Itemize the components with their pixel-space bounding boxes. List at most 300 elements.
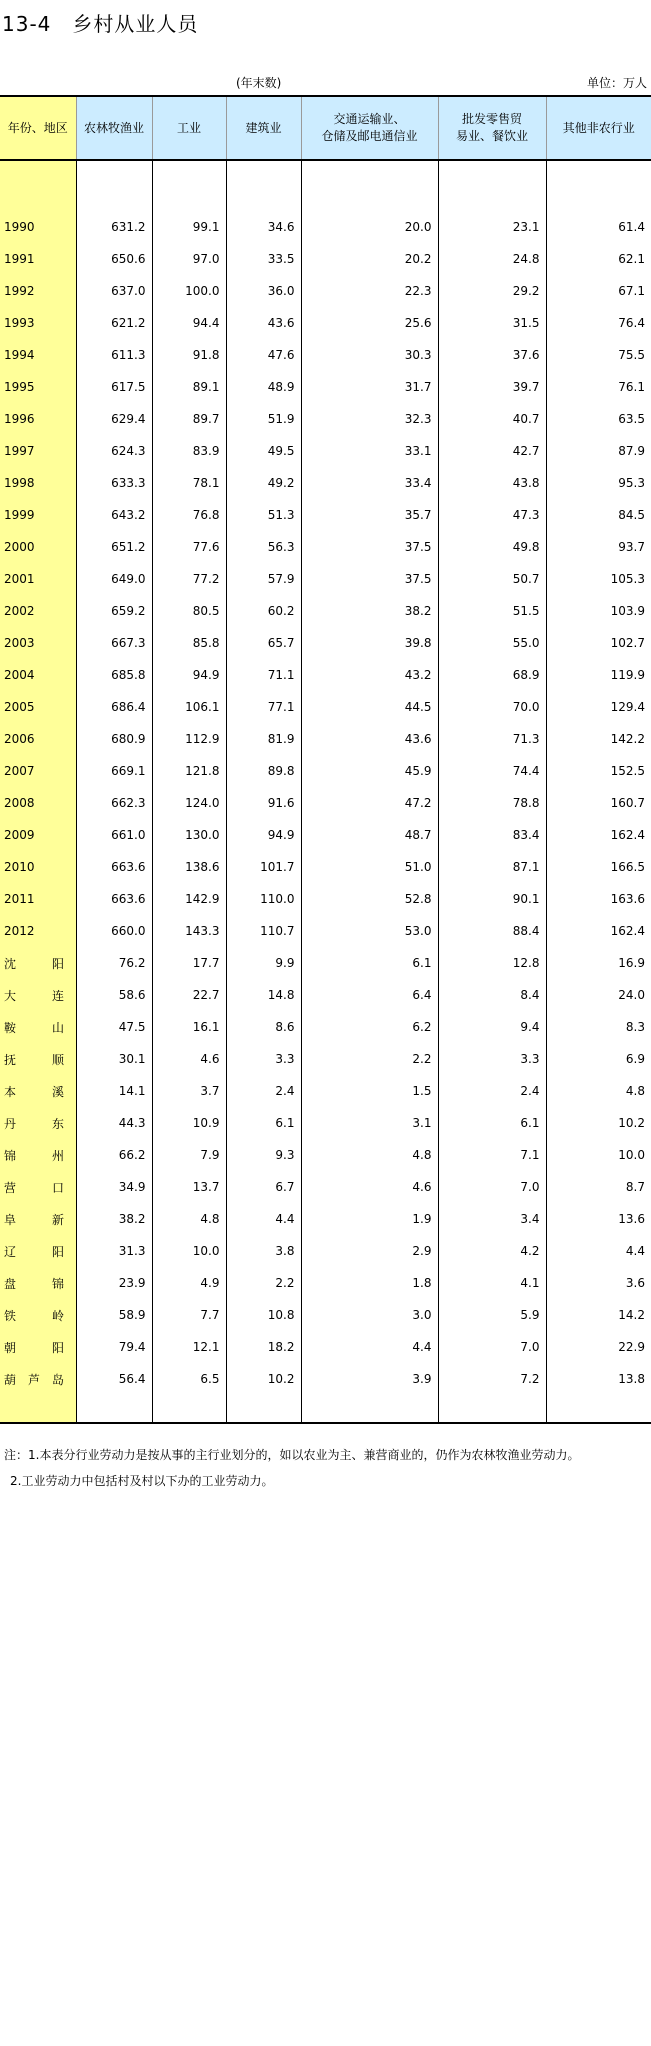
value-cell: 43.8 (438, 467, 546, 499)
value-cell: 16.1 (152, 1011, 226, 1043)
table-row (0, 627, 651, 659)
value-cell: 163.6 (546, 883, 651, 915)
value-cell: 3.9 (301, 1363, 438, 1395)
table-row (0, 1203, 651, 1235)
table-row (0, 883, 651, 915)
value-cell: 6.1 (438, 1107, 546, 1139)
value-cell: 162.4 (546, 915, 651, 947)
value-cell: 7.9 (152, 1139, 226, 1171)
value-cell: 8.4 (438, 979, 546, 1011)
region-name: 阜新 (4, 1212, 64, 1227)
value-cell: 45.9 (301, 755, 438, 787)
region-name: 盘锦 (4, 1276, 64, 1291)
value-cell: 633.3 (76, 467, 152, 499)
row-label (0, 1235, 76, 1267)
value-cell: 4.8 (152, 1203, 226, 1235)
value-cell: 36.0 (226, 275, 301, 307)
row-label (0, 1363, 76, 1395)
value-cell: 75.5 (546, 339, 651, 371)
value-cell: 43.6 (301, 723, 438, 755)
value-cell: 65.7 (226, 627, 301, 659)
footnote-2: 2.工业劳动力中包括村及村以下办的工业劳动力。 (10, 1474, 274, 1488)
value-cell: 51.3 (226, 499, 301, 531)
value-cell: 32.3 (301, 403, 438, 435)
table-row (0, 979, 651, 1011)
table-row (0, 467, 651, 499)
page-title: 13-4 乡村从业人员 (2, 12, 199, 36)
value-cell: 52.8 (301, 883, 438, 915)
table-row (0, 531, 651, 563)
region-name: 丹东 (4, 1116, 64, 1131)
value-cell: 90.1 (438, 883, 546, 915)
value-cell: 9.4 (438, 1011, 546, 1043)
table-header-row (0, 96, 651, 160)
row-label (0, 1107, 76, 1139)
value-cell: 94.4 (152, 307, 226, 339)
value-cell: 651.2 (76, 531, 152, 563)
value-cell: 6.4 (301, 979, 438, 1011)
value-cell: 34.6 (226, 211, 301, 243)
row-label (0, 947, 76, 979)
value-cell: 7.2 (438, 1363, 546, 1395)
value-cell: 103.9 (546, 595, 651, 627)
spacer-row (0, 160, 651, 211)
spacer-cell (546, 1395, 651, 1423)
table-row (0, 691, 651, 723)
row-label (0, 1075, 76, 1107)
value-cell: 87.1 (438, 851, 546, 883)
row-label: 2006 (0, 723, 76, 755)
value-cell: 79.4 (76, 1331, 152, 1363)
table-row (0, 339, 651, 371)
value-cell: 129.4 (546, 691, 651, 723)
value-cell: 152.5 (546, 755, 651, 787)
value-cell: 14.2 (546, 1299, 651, 1331)
value-cell: 130.0 (152, 819, 226, 851)
value-cell: 650.6 (76, 243, 152, 275)
value-cell: 659.2 (76, 595, 152, 627)
table-row (0, 595, 651, 627)
spacer-cell (301, 1395, 438, 1423)
value-cell: 7.0 (438, 1171, 546, 1203)
value-cell: 7.0 (438, 1331, 546, 1363)
value-cell: 62.1 (546, 243, 651, 275)
value-cell: 101.7 (226, 851, 301, 883)
row-label (0, 1139, 76, 1171)
value-cell: 43.6 (226, 307, 301, 339)
table-row (0, 211, 651, 243)
value-cell: 84.5 (546, 499, 651, 531)
value-cell: 89.7 (152, 403, 226, 435)
footnote-1: 注：1.本表分行业劳动力是按从事的主行业划分的，如以农业为主、兼营商业的，仍作为农林牧渔业劳动力。 (4, 1448, 580, 1462)
value-cell: 10.0 (546, 1139, 651, 1171)
value-cell: 166.5 (546, 851, 651, 883)
value-cell: 76.1 (546, 371, 651, 403)
header-year-region: 年份、地区 (0, 96, 76, 160)
value-cell: 47.6 (226, 339, 301, 371)
value-cell: 4.4 (546, 1235, 651, 1267)
row-label: 1993 (0, 307, 76, 339)
value-cell: 100.0 (152, 275, 226, 307)
region-name: 锦州 (4, 1148, 64, 1163)
spacer-cell (226, 160, 301, 211)
table-row (0, 1363, 651, 1395)
value-cell: 7.7 (152, 1299, 226, 1331)
value-cell: 4.8 (301, 1139, 438, 1171)
row-label: 2003 (0, 627, 76, 659)
value-cell: 39.7 (438, 371, 546, 403)
value-cell: 680.9 (76, 723, 152, 755)
value-cell: 99.1 (152, 211, 226, 243)
value-cell: 617.5 (76, 371, 152, 403)
value-cell: 2.9 (301, 1235, 438, 1267)
value-cell: 629.4 (76, 403, 152, 435)
table-body (0, 160, 651, 1423)
region-name: 大连 (4, 988, 64, 1003)
value-cell: 2.2 (301, 1043, 438, 1075)
table-row (0, 1043, 651, 1075)
row-label: 1996 (0, 403, 76, 435)
value-cell: 112.9 (152, 723, 226, 755)
value-cell: 13.8 (546, 1363, 651, 1395)
value-cell: 22.9 (546, 1331, 651, 1363)
row-label: 1990 (0, 211, 76, 243)
value-cell: 47.2 (301, 787, 438, 819)
value-cell: 30.3 (301, 339, 438, 371)
row-label: 2001 (0, 563, 76, 595)
spacer-cell (152, 1395, 226, 1423)
table-row (0, 1235, 651, 1267)
value-cell: 55.0 (438, 627, 546, 659)
unit-label: 单位：万人 (586, 76, 647, 90)
value-cell: 31.7 (301, 371, 438, 403)
value-cell: 10.0 (152, 1235, 226, 1267)
value-cell: 663.6 (76, 851, 152, 883)
value-cell: 56.3 (226, 531, 301, 563)
row-label: 2005 (0, 691, 76, 723)
value-cell: 47.3 (438, 499, 546, 531)
table-row (0, 1267, 651, 1299)
value-cell: 8.7 (546, 1171, 651, 1203)
value-cell: 6.2 (301, 1011, 438, 1043)
value-cell: 24.0 (546, 979, 651, 1011)
value-cell: 662.3 (76, 787, 152, 819)
table-row (0, 435, 651, 467)
value-cell: 686.4 (76, 691, 152, 723)
value-cell: 61.4 (546, 211, 651, 243)
table-row (0, 723, 651, 755)
table-row (0, 819, 651, 851)
row-label: 1999 (0, 499, 76, 531)
row-label: 2007 (0, 755, 76, 787)
value-cell: 93.7 (546, 531, 651, 563)
value-cell: 142.9 (152, 883, 226, 915)
value-cell: 25.6 (301, 307, 438, 339)
value-cell: 1.5 (301, 1075, 438, 1107)
value-cell: 49.2 (226, 467, 301, 499)
row-label: 1991 (0, 243, 76, 275)
value-cell: 3.6 (546, 1267, 651, 1299)
value-cell: 95.3 (546, 467, 651, 499)
value-cell: 83.9 (152, 435, 226, 467)
value-cell: 2.4 (438, 1075, 546, 1107)
value-cell: 44.3 (76, 1107, 152, 1139)
row-label (0, 1267, 76, 1299)
value-cell: 8.3 (546, 1011, 651, 1043)
value-cell: 97.0 (152, 243, 226, 275)
value-cell: 643.2 (76, 499, 152, 531)
table-row (0, 1011, 651, 1043)
table-row (0, 1299, 651, 1331)
value-cell: 49.5 (226, 435, 301, 467)
table-row (0, 1075, 651, 1107)
value-cell: 37.5 (301, 563, 438, 595)
header-construction: 建筑业 (226, 96, 301, 160)
table-row (0, 659, 651, 691)
value-cell: 7.1 (438, 1139, 546, 1171)
value-cell: 83.4 (438, 819, 546, 851)
value-cell: 8.6 (226, 1011, 301, 1043)
value-cell: 51.9 (226, 403, 301, 435)
header-transport: 交通运输业、 仓储及邮电通信业 (301, 96, 438, 160)
value-cell: 37.6 (438, 339, 546, 371)
value-cell: 20.2 (301, 243, 438, 275)
table-subtitle: (年末数) (236, 76, 282, 90)
spacer-row (0, 1395, 651, 1423)
value-cell: 637.0 (76, 275, 152, 307)
table-row (0, 1107, 651, 1139)
value-cell: 3.3 (226, 1043, 301, 1075)
row-label: 2008 (0, 787, 76, 819)
value-cell: 87.9 (546, 435, 651, 467)
value-cell: 58.6 (76, 979, 152, 1011)
value-cell: 51.5 (438, 595, 546, 627)
row-label: 2004 (0, 659, 76, 691)
value-cell: 2.4 (226, 1075, 301, 1107)
value-cell: 89.1 (152, 371, 226, 403)
value-cell: 34.9 (76, 1171, 152, 1203)
value-cell: 18.2 (226, 1331, 301, 1363)
header-trade: 批发零售贸 易业、餐饮业 (438, 96, 546, 160)
value-cell: 611.3 (76, 339, 152, 371)
value-cell: 3.7 (152, 1075, 226, 1107)
value-cell: 621.2 (76, 307, 152, 339)
value-cell: 3.4 (438, 1203, 546, 1235)
value-cell: 48.7 (301, 819, 438, 851)
value-cell: 4.4 (226, 1203, 301, 1235)
value-cell: 91.6 (226, 787, 301, 819)
value-cell: 71.1 (226, 659, 301, 691)
value-cell: 24.8 (438, 243, 546, 275)
value-cell: 138.6 (152, 851, 226, 883)
value-cell: 23.9 (76, 1267, 152, 1299)
value-cell: 10.2 (546, 1107, 651, 1139)
header-industry: 工业 (152, 96, 226, 160)
value-cell: 89.8 (226, 755, 301, 787)
value-cell: 57.9 (226, 563, 301, 595)
value-cell: 33.1 (301, 435, 438, 467)
value-cell: 71.3 (438, 723, 546, 755)
value-cell: 77.1 (226, 691, 301, 723)
value-cell: 58.9 (76, 1299, 152, 1331)
table-row (0, 851, 651, 883)
value-cell: 12.8 (438, 947, 546, 979)
value-cell: 60.2 (226, 595, 301, 627)
value-cell: 2.2 (226, 1267, 301, 1299)
value-cell: 10.8 (226, 1299, 301, 1331)
value-cell: 624.3 (76, 435, 152, 467)
region-name: 抚顺 (4, 1052, 64, 1067)
value-cell: 4.4 (301, 1331, 438, 1363)
value-cell: 14.1 (76, 1075, 152, 1107)
row-label (0, 1331, 76, 1363)
row-label: 2002 (0, 595, 76, 627)
row-label: 2000 (0, 531, 76, 563)
value-cell: 110.7 (226, 915, 301, 947)
value-cell: 67.1 (546, 275, 651, 307)
value-cell: 20.0 (301, 211, 438, 243)
value-cell: 33.4 (301, 467, 438, 499)
value-cell: 47.5 (76, 1011, 152, 1043)
value-cell: 31.3 (76, 1235, 152, 1267)
row-label (0, 1171, 76, 1203)
spacer-cell (76, 1395, 152, 1423)
value-cell: 6.7 (226, 1171, 301, 1203)
spacer-cell (301, 160, 438, 211)
table-row (0, 787, 651, 819)
value-cell: 663.6 (76, 883, 152, 915)
value-cell: 142.2 (546, 723, 651, 755)
value-cell: 66.2 (76, 1139, 152, 1171)
value-cell: 685.8 (76, 659, 152, 691)
value-cell: 13.7 (152, 1171, 226, 1203)
value-cell: 4.6 (152, 1043, 226, 1075)
row-label (0, 979, 76, 1011)
value-cell: 4.9 (152, 1267, 226, 1299)
value-cell: 49.8 (438, 531, 546, 563)
value-cell: 6.9 (546, 1043, 651, 1075)
value-cell: 6.1 (301, 947, 438, 979)
value-cell: 1.8 (301, 1267, 438, 1299)
header-other: 其他非农行业 (546, 96, 651, 160)
value-cell: 91.8 (152, 339, 226, 371)
value-cell: 51.0 (301, 851, 438, 883)
value-cell: 39.8 (301, 627, 438, 659)
table-row (0, 371, 651, 403)
value-cell: 105.3 (546, 563, 651, 595)
row-label: 2009 (0, 819, 76, 851)
spacer-cell (438, 1395, 546, 1423)
value-cell: 106.1 (152, 691, 226, 723)
region-name: 铁岭 (4, 1308, 64, 1323)
row-label: 1995 (0, 371, 76, 403)
table-row (0, 275, 651, 307)
value-cell: 124.0 (152, 787, 226, 819)
value-cell: 6.5 (152, 1363, 226, 1395)
value-cell: 42.7 (438, 435, 546, 467)
value-cell: 4.2 (438, 1235, 546, 1267)
value-cell: 9.3 (226, 1139, 301, 1171)
value-cell: 30.1 (76, 1043, 152, 1075)
value-cell: 16.9 (546, 947, 651, 979)
employment-table (0, 95, 651, 1424)
value-cell: 77.2 (152, 563, 226, 595)
value-cell: 660.0 (76, 915, 152, 947)
value-cell: 3.1 (301, 1107, 438, 1139)
table-row (0, 563, 651, 595)
table-row (0, 307, 651, 339)
value-cell: 77.6 (152, 531, 226, 563)
table-row (0, 915, 651, 947)
value-cell: 4.1 (438, 1267, 546, 1299)
value-cell: 17.7 (152, 947, 226, 979)
region-name: 沈阳 (4, 956, 64, 971)
value-cell: 88.4 (438, 915, 546, 947)
value-cell: 63.5 (546, 403, 651, 435)
value-cell: 22.7 (152, 979, 226, 1011)
row-label (0, 1011, 76, 1043)
region-name: 鞍山 (4, 1020, 64, 1035)
value-cell: 4.6 (301, 1171, 438, 1203)
table-row (0, 243, 651, 275)
value-cell: 102.7 (546, 627, 651, 659)
value-cell: 23.1 (438, 211, 546, 243)
value-cell: 661.0 (76, 819, 152, 851)
value-cell: 10.9 (152, 1107, 226, 1139)
value-cell: 121.8 (152, 755, 226, 787)
row-label (0, 1203, 76, 1235)
value-cell: 1.9 (301, 1203, 438, 1235)
value-cell: 22.3 (301, 275, 438, 307)
value-cell: 50.7 (438, 563, 546, 595)
region-name: 辽阳 (4, 1244, 64, 1259)
value-cell: 667.3 (76, 627, 152, 659)
value-cell: 9.9 (226, 947, 301, 979)
value-cell: 56.4 (76, 1363, 152, 1395)
value-cell: 94.9 (226, 819, 301, 851)
value-cell: 33.5 (226, 243, 301, 275)
table-row (0, 947, 651, 979)
value-cell: 10.2 (226, 1363, 301, 1395)
region-name: 本溪 (4, 1084, 64, 1099)
value-cell: 48.9 (226, 371, 301, 403)
value-cell: 3.0 (301, 1299, 438, 1331)
row-label: 1998 (0, 467, 76, 499)
value-cell: 76.4 (546, 307, 651, 339)
value-cell: 76.2 (76, 947, 152, 979)
value-cell: 70.0 (438, 691, 546, 723)
value-cell: 162.4 (546, 819, 651, 851)
value-cell: 74.4 (438, 755, 546, 787)
table-row (0, 1171, 651, 1203)
value-cell: 3.3 (438, 1043, 546, 1075)
value-cell: 38.2 (301, 595, 438, 627)
value-cell: 12.1 (152, 1331, 226, 1363)
value-cell: 649.0 (76, 563, 152, 595)
region-name: 营口 (4, 1180, 64, 1195)
header-agriculture: 农林牧渔业 (76, 96, 152, 160)
table-row (0, 499, 651, 531)
value-cell: 14.8 (226, 979, 301, 1011)
value-cell: 13.6 (546, 1203, 651, 1235)
value-cell: 3.8 (226, 1235, 301, 1267)
row-label: 2011 (0, 883, 76, 915)
row-label: 2010 (0, 851, 76, 883)
value-cell: 94.9 (152, 659, 226, 691)
spacer-cell (546, 160, 651, 211)
value-cell: 68.9 (438, 659, 546, 691)
value-cell: 80.5 (152, 595, 226, 627)
